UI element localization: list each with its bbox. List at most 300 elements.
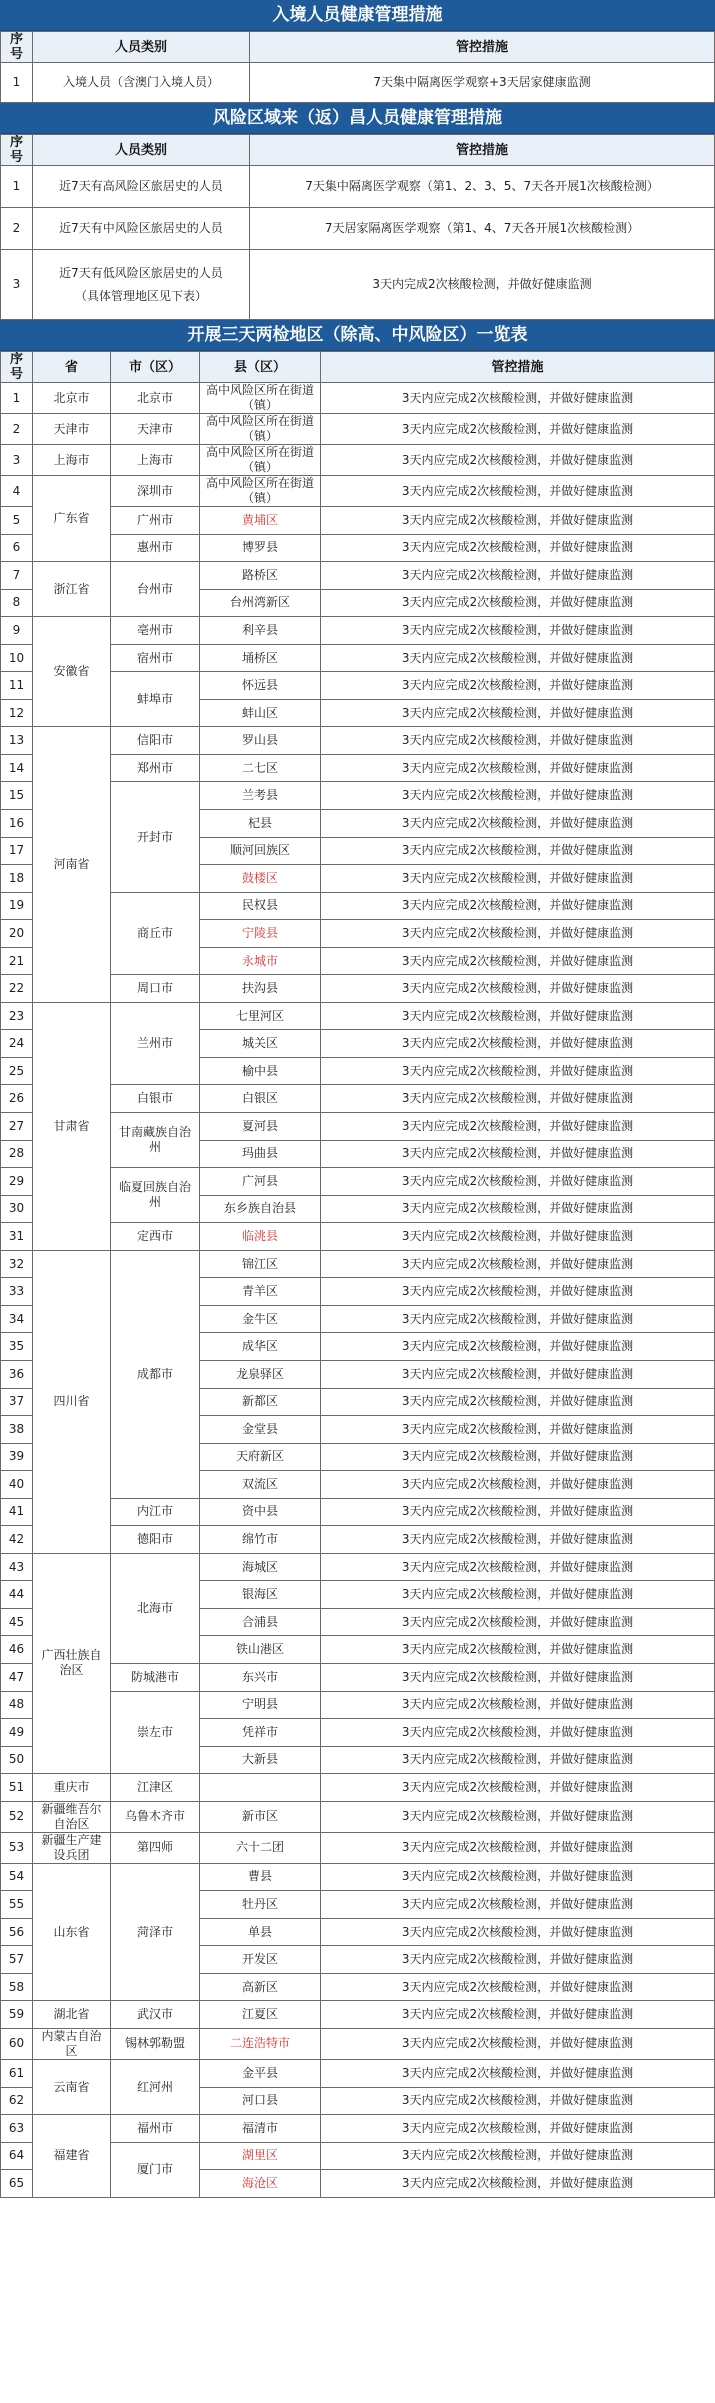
region-row-county: 成华区 [200,1333,321,1361]
region-row-measure: 3天内应完成2次核酸检测，并做好健康监测 [321,754,715,782]
region-row-measure: 3天内应完成2次核酸检测，并做好健康监测 [321,865,715,893]
region-row-measure: 3天内应完成2次核酸检测，并做好健康监测 [321,1278,715,1306]
region-row-county: 杞县 [200,810,321,838]
region-row-no: 32 [1,1250,33,1278]
region-row-county: 利辛县 [200,617,321,645]
region-row-no: 28 [1,1140,33,1168]
region-row-county: 二连浩特市 [200,2028,321,2059]
region-row-no: 60 [1,2028,33,2059]
region-row-province: 甘肃省 [33,1002,111,1250]
region-row-measure: 3天内应完成2次核酸检测，并做好健康监测 [321,534,715,562]
region-row-measure: 3天内应完成2次核酸检测，并做好健康监测 [321,1250,715,1278]
region-row-no: 24 [1,1030,33,1058]
region-row-measure: 3天内应完成2次核酸检测，并做好健康监测 [321,445,715,476]
entry-header-no: 序号 [1,32,33,63]
risk-row-type [33,250,250,320]
region-row-county: 金堂县 [200,1416,321,1444]
region-row-city: 蚌埠市 [111,672,200,727]
region-row-no: 12 [1,699,33,727]
region-row-no: 41 [1,1498,33,1526]
region-row-measure: 3天内应完成2次核酸检测，并做好健康监测 [321,2087,715,2115]
region-row-measure: 3天内应完成2次核酸检测，并做好健康监测 [321,1526,715,1554]
region-row-county: 顺河回族区 [200,837,321,865]
region-row-province: 天津市 [33,414,111,445]
risk-row-no: 2 [1,208,33,250]
region-row-county: 合浦县 [200,1608,321,1636]
region-row-measure: 3天内应完成2次核酸检测，并做好健康监测 [321,1360,715,1388]
region-row-city: 惠州市 [111,534,200,562]
region-row-measure: 3天内应完成2次核酸检测，并做好健康监测 [321,1168,715,1196]
region-row [1,1832,715,1863]
region-row-city: 广州市 [111,507,200,535]
risk-section [0,103,715,320]
region-row-city: 台州市 [111,562,200,617]
region-row-city: 定西市 [111,1223,200,1251]
region-row-province: 新疆生产建设兵团 [33,1832,111,1863]
entry-title: 入境人员健康管理措施 [0,0,715,31]
risk-row-no: 1 [1,166,33,208]
region-row [1,2115,715,2143]
region-row-no: 36 [1,1360,33,1388]
region-row-no: 25 [1,1057,33,1085]
region-row-measure: 3天内应完成2次核酸检测，并做好健康监测 [321,2170,715,2198]
region-row-county: 六十二团 [200,1832,321,1863]
region-row-no: 7 [1,562,33,590]
region-row-measure: 3天内应完成2次核酸检测，并做好健康监测 [321,1057,715,1085]
region-row-province: 福建省 [33,2115,111,2198]
region-row-county: 榆中县 [200,1057,321,1085]
region-row [1,727,715,755]
region-row-measure: 3天内应完成2次核酸检测，并做好健康监测 [321,1553,715,1581]
region-row-no: 26 [1,1085,33,1113]
region-row-county: 七里河区 [200,1002,321,1030]
region-row-no: 33 [1,1278,33,1306]
region-row-no: 14 [1,754,33,782]
region-row-measure: 3天内应完成2次核酸检测，并做好健康监测 [321,1691,715,1719]
region-row-measure: 3天内应完成2次核酸检测，并做好健康监测 [321,1140,715,1168]
region-row-city: 开封市 [111,782,200,892]
region-header-province: 省 [33,352,111,383]
region-row-measure: 3天内应完成2次核酸检测，并做好健康监测 [321,1195,715,1223]
region-row-province: 山东省 [33,1863,111,2001]
risk-row [1,166,715,208]
region-row-county: 金平县 [200,2059,321,2087]
region-row-city: 崇左市 [111,1691,200,1774]
region-row-measure: 3天内应完成2次核酸检测，并做好健康监测 [321,1863,715,1891]
region-row-no: 29 [1,1168,33,1196]
region-row-measure: 3天内应完成2次核酸检测，并做好健康监测 [321,1774,715,1802]
region-row-province: 重庆市 [33,1774,111,1802]
region-row [1,476,715,507]
region-row-no: 59 [1,2001,33,2029]
region-row-no: 47 [1,1663,33,1691]
risk-row-measure: 3天内完成2次核酸检测，并做好健康监测 [250,250,715,320]
region-row-county: 河口县 [200,2087,321,2115]
region-row [1,2001,715,2029]
region-row-measure: 3天内应完成2次核酸检测，并做好健康监测 [321,644,715,672]
region-row-measure: 3天内应完成2次核酸检测，并做好健康监测 [321,1223,715,1251]
region-row-measure: 3天内应完成2次核酸检测，并做好健康监测 [321,1801,715,1832]
region-row-county: 凭祥市 [200,1719,321,1747]
risk-row-note: （具体管理地区见下表） [74,288,207,303]
region-row-measure: 3天内应完成2次核酸检测，并做好健康监测 [321,1113,715,1141]
region-row-county: 罗山县 [200,727,321,755]
region-row-no: 31 [1,1223,33,1251]
risk-row-measure: 7天居家隔离医学观察（第1、4、7天各开展1次核酸检测） [250,208,715,250]
region-row-no: 6 [1,534,33,562]
region-row-city: 菏泽市 [111,1863,200,2001]
region-row-measure: 3天内应完成2次核酸检测，并做好健康监测 [321,1581,715,1609]
region-row-no: 61 [1,2059,33,2087]
region-row-no: 10 [1,644,33,672]
region-row [1,2028,715,2059]
region-row [1,1801,715,1832]
region-header-row [1,352,715,383]
region-row-no: 57 [1,1946,33,1974]
risk-row-type-text: 近7天有低风险区旅居史的人员 [59,265,223,280]
region-row [1,562,715,590]
region-row-no: 58 [1,1973,33,2001]
region-row-measure: 3天内应完成2次核酸检测，并做好健康监测 [321,2001,715,2029]
region-row [1,1774,715,1802]
region-row-no: 2 [1,414,33,445]
region-row-county: 银海区 [200,1581,321,1609]
region-row-measure: 3天内应完成2次核酸检测，并做好健康监测 [321,947,715,975]
region-row [1,1553,715,1581]
region-row-county: 博罗县 [200,534,321,562]
risk-table [0,134,715,320]
entry-row-no: 1 [1,63,33,103]
region-row-county: 二七区 [200,754,321,782]
risk-row-type: 近7天有高风险区旅居史的人员 [33,166,250,208]
region-row-measure: 3天内应完成2次核酸检测，并做好健康监测 [321,837,715,865]
region-row-no: 11 [1,672,33,700]
region-row-no: 3 [1,445,33,476]
region-row-city: 郑州市 [111,754,200,782]
region-row-measure: 3天内应完成2次核酸检测，并做好健康监测 [321,507,715,535]
region-row-no: 20 [1,920,33,948]
region-row-measure: 3天内应完成2次核酸检测，并做好健康监测 [321,1719,715,1747]
region-row-measure: 3天内应完成2次核酸检测，并做好健康监测 [321,589,715,617]
region-row-province: 四川省 [33,1250,111,1553]
region-row-city: 信阳市 [111,727,200,755]
region-row-city: 成都市 [111,1250,200,1498]
region-row-measure: 3天内应完成2次核酸检测，并做好健康监测 [321,1498,715,1526]
region-row-no: 43 [1,1553,33,1581]
region-row-measure: 3天内应完成2次核酸检测，并做好健康监测 [321,2059,715,2087]
region-row-no: 16 [1,810,33,838]
region-row-measure: 3天内应完成2次核酸检测，并做好健康监测 [321,1002,715,1030]
region-row-county: 东兴市 [200,1663,321,1691]
entry-row-measure: 7天集中隔离医学观察+3天居家健康监测 [250,63,715,103]
region-row-city: 江津区 [111,1774,200,1802]
entry-row [1,63,715,103]
region-row-county: 金牛区 [200,1305,321,1333]
region-row-county: 湖里区 [200,2142,321,2170]
risk-title: 风险区域来（返）昌人员健康管理措施 [0,103,715,134]
region-row-no: 8 [1,589,33,617]
region-row-measure: 3天内应完成2次核酸检测，并做好健康监测 [321,1333,715,1361]
risk-header-type: 人员类别 [33,135,250,166]
region-row-city: 甘南藏族自治州 [111,1113,200,1168]
region-row-measure: 3天内应完成2次核酸检测，并做好健康监测 [321,2028,715,2059]
region-row-province: 安徽省 [33,617,111,727]
region-row-no: 27 [1,1113,33,1141]
region-row-no: 37 [1,1388,33,1416]
region-row-measure: 3天内应完成2次核酸检测，并做好健康监测 [321,1030,715,1058]
region-row-no: 1 [1,383,33,414]
region-row-county: 宁明县 [200,1691,321,1719]
region-row-city: 白银市 [111,1085,200,1113]
region-row-city: 第四师 [111,1832,200,1863]
region-row-measure: 3天内应完成2次核酸检测，并做好健康监测 [321,672,715,700]
region-row-no: 53 [1,1832,33,1863]
risk-row [1,250,715,320]
region-row-measure: 3天内应完成2次核酸检测，并做好健康监测 [321,2115,715,2143]
region-row-measure: 3天内应完成2次核酸检测，并做好健康监测 [321,1973,715,2001]
region-row-measure: 3天内应完成2次核酸检测，并做好健康监测 [321,892,715,920]
region-row-city: 天津市 [111,414,200,445]
region-row-city: 锡林郭勒盟 [111,2028,200,2059]
region-row-no: 51 [1,1774,33,1802]
region-row-county: 开发区 [200,1946,321,1974]
region-row-no: 4 [1,476,33,507]
region-row-measure: 3天内应完成2次核酸检测，并做好健康监测 [321,1443,715,1471]
region-row-county: 白银区 [200,1085,321,1113]
region-row-county: 兰考县 [200,782,321,810]
region-row-county: 夏河县 [200,1113,321,1141]
region-row-no: 44 [1,1581,33,1609]
region-row-county: 玛曲县 [200,1140,321,1168]
region-row-province: 湖北省 [33,2001,111,2029]
region-row-measure: 3天内应完成2次核酸检测，并做好健康监测 [321,617,715,645]
region-row-measure: 3天内应完成2次核酸检测，并做好健康监测 [321,727,715,755]
region-row-province: 内蒙古自治区 [33,2028,111,2059]
region-row-city: 宿州市 [111,644,200,672]
region-row-county: 高新区 [200,1973,321,2001]
region-row-county: 高中风险区所在街道（镇） [200,445,321,476]
region-row-no: 54 [1,1863,33,1891]
region-row-county: 海沧区 [200,2170,321,2198]
region-row-measure: 3天内应完成2次核酸检测，并做好健康监测 [321,699,715,727]
region-row-county: 路桥区 [200,562,321,590]
region-row-county: 大新县 [200,1746,321,1774]
region-row-county: 牡丹区 [200,1891,321,1919]
region-row-county: 新都区 [200,1388,321,1416]
region-row-county: 新市区 [200,1801,321,1832]
entry-table [0,31,715,103]
region-row-city: 上海市 [111,445,200,476]
region-row-city: 临夏回族自治州 [111,1168,200,1223]
region-row-county: 埇桥区 [200,644,321,672]
region-row-city: 厦门市 [111,2142,200,2197]
region-row-county: 龙泉驿区 [200,1360,321,1388]
region-row-county: 铁山港区 [200,1636,321,1664]
entry-header-type: 人员类别 [33,32,250,63]
region-row-no: 46 [1,1636,33,1664]
region-row-no: 15 [1,782,33,810]
region-row [1,445,715,476]
entry-header-row [1,32,715,63]
region-header-no: 序号 [1,352,33,383]
region-row-no: 34 [1,1305,33,1333]
region-row-measure: 3天内应完成2次核酸检测，并做好健康监测 [321,1305,715,1333]
region-row-no: 35 [1,1333,33,1361]
region-row-measure: 3天内应完成2次核酸检测，并做好健康监测 [321,782,715,810]
region-row-no: 18 [1,865,33,893]
region-row-city: 兰州市 [111,1002,200,1085]
region-row-county: 锦江区 [200,1250,321,1278]
region-row-city: 亳州市 [111,617,200,645]
region-row-county: 曹县 [200,1863,321,1891]
entry-row-type: 入境人员（含澳门入境人员） [33,63,250,103]
region-row-county: 单县 [200,1918,321,1946]
region-row-no: 49 [1,1719,33,1747]
risk-header-row [1,135,715,166]
region-row-no: 17 [1,837,33,865]
risk-row-measure: 7天集中隔离医学观察（第1、2、3、5、7天各开展1次核酸检测） [250,166,715,208]
region-row-province: 浙江省 [33,562,111,617]
region-row-measure: 3天内应完成2次核酸检测，并做好健康监测 [321,1388,715,1416]
region-row-city: 武汉市 [111,2001,200,2029]
region-row-no: 65 [1,2170,33,2198]
region-row-province: 河南省 [33,727,111,1002]
region-row-measure: 3天内应完成2次核酸检测，并做好健康监测 [321,1746,715,1774]
region-row-county: 海城区 [200,1553,321,1581]
region-row-no: 62 [1,2087,33,2115]
region-row-city: 北京市 [111,383,200,414]
region-row-measure: 3天内应完成2次核酸检测，并做好健康监测 [321,1608,715,1636]
region-row-county: 绵竹市 [200,1526,321,1554]
region-row [1,414,715,445]
region-row-measure: 3天内应完成2次核酸检测，并做好健康监测 [321,1636,715,1664]
region-row-no: 48 [1,1691,33,1719]
region-row-county: 双流区 [200,1471,321,1499]
region-row-measure: 3天内应完成2次核酸检测，并做好健康监测 [321,1832,715,1863]
region-row-no: 56 [1,1918,33,1946]
region-row-measure: 3天内应完成2次核酸检测，并做好健康监测 [321,562,715,590]
region-row-no: 22 [1,975,33,1003]
region-row-measure: 3天内应完成2次核酸检测，并做好健康监测 [321,1085,715,1113]
region-row-county: 怀远县 [200,672,321,700]
risk-row-no: 3 [1,250,33,320]
region-row-province: 广西壮族自治区 [33,1553,111,1773]
region-row-city: 内江市 [111,1498,200,1526]
region-row-county [200,1774,321,1802]
region-row-city: 德阳市 [111,1526,200,1554]
region-row-no: 50 [1,1746,33,1774]
region-row-city: 商丘市 [111,892,200,975]
region-row-county: 高中风险区所在街道（镇） [200,383,321,414]
region-row-county: 永城市 [200,947,321,975]
region-row-county: 黄埔区 [200,507,321,535]
region-row-measure: 3天内应完成2次核酸检测，并做好健康监测 [321,476,715,507]
region-row-city: 福州市 [111,2115,200,2143]
region-row-measure: 3天内应完成2次核酸检测，并做好健康监测 [321,383,715,414]
region-row-no: 30 [1,1195,33,1223]
region-row [1,1250,715,1278]
region-row-city: 红河州 [111,2059,200,2114]
region-row-county: 天府新区 [200,1443,321,1471]
region-row-county: 广河县 [200,1168,321,1196]
region-row-no: 45 [1,1608,33,1636]
region-row-no: 21 [1,947,33,975]
region-row [1,1002,715,1030]
region-row-measure: 3天内应完成2次核酸检测，并做好健康监测 [321,414,715,445]
region-row-county: 高中风险区所在街道（镇） [200,414,321,445]
region-row-no: 23 [1,1002,33,1030]
region-row-measure: 3天内应完成2次核酸检测，并做好健康监测 [321,810,715,838]
region-row-measure: 3天内应完成2次核酸检测，并做好健康监测 [321,1416,715,1444]
list-section [0,320,715,2198]
risk-row-type: 近7天有中风险区旅居史的人员 [33,208,250,250]
region-row-no: 5 [1,507,33,535]
region-row-county: 江夏区 [200,2001,321,2029]
region-row-county: 临洮县 [200,1223,321,1251]
region-row-no: 52 [1,1801,33,1832]
region-row-no: 42 [1,1526,33,1554]
region-row-province: 云南省 [33,2059,111,2114]
region-row-city: 周口市 [111,975,200,1003]
region-row-province: 上海市 [33,445,111,476]
region-row-city: 北海市 [111,1553,200,1663]
region-row-no: 64 [1,2142,33,2170]
region-row-county: 蚌山区 [200,699,321,727]
region-table [0,351,715,2198]
region-row-county: 东乡族自治县 [200,1195,321,1223]
region-row-no: 9 [1,617,33,645]
region-row [1,383,715,414]
region-row-measure: 3天内应完成2次核酸检测，并做好健康监测 [321,1471,715,1499]
region-row-county: 城关区 [200,1030,321,1058]
region-row-city: 防城港市 [111,1663,200,1691]
region-body [1,383,715,2198]
region-row-city: 乌鲁木齐市 [111,1801,200,1832]
region-row-measure: 3天内应完成2次核酸检测，并做好健康监测 [321,1663,715,1691]
region-row-measure: 3天内应完成2次核酸检测，并做好健康监测 [321,1946,715,1974]
region-row-no: 39 [1,1443,33,1471]
region-row [1,1863,715,1891]
region-row-measure: 3天内应完成2次核酸检测，并做好健康监测 [321,920,715,948]
region-row-province: 北京市 [33,383,111,414]
region-row-county: 扶沟县 [200,975,321,1003]
region-row-city: 深圳市 [111,476,200,507]
region-row-no: 38 [1,1416,33,1444]
region-row-province: 广东省 [33,476,111,562]
region-row-no: 19 [1,892,33,920]
region-row-no: 55 [1,1891,33,1919]
region-header-county: 县（区） [200,352,321,383]
region-row-county: 民权县 [200,892,321,920]
region-row-county: 资中县 [200,1498,321,1526]
region-row-county: 宁陵县 [200,920,321,948]
entry-header-measure: 管控措施 [250,32,715,63]
region-row-no: 40 [1,1471,33,1499]
region-row-measure: 3天内应完成2次核酸检测，并做好健康监测 [321,2142,715,2170]
region-row-county: 台州湾新区 [200,589,321,617]
risk-header-measure: 管控措施 [250,135,715,166]
region-row-measure: 3天内应完成2次核酸检测，并做好健康监测 [321,1918,715,1946]
entry-section [0,0,715,103]
list-title: 开展三天两检地区（除高、中风险区）一览表 [0,320,715,351]
region-row-province: 新疆维吾尔自治区 [33,1801,111,1832]
region-row-measure: 3天内应完成2次核酸检测，并做好健康监测 [321,975,715,1003]
risk-header-no: 序号 [1,135,33,166]
region-row [1,2059,715,2087]
region-row-no: 63 [1,2115,33,2143]
region-row-measure: 3天内应完成2次核酸检测，并做好健康监测 [321,1891,715,1919]
region-row-no: 13 [1,727,33,755]
